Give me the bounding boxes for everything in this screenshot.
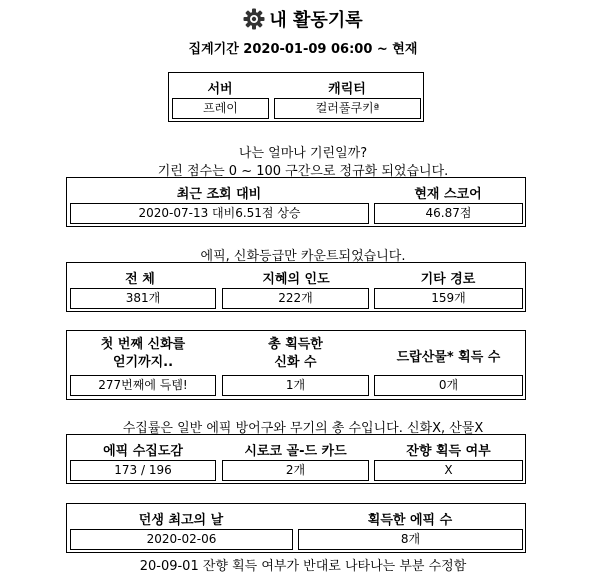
epic-count-value: 8개 (298, 529, 523, 550)
server-label: 서버 (207, 82, 233, 97)
card-label: 시로코 골-드 카드 (244, 444, 347, 459)
first-myth-value: 277번째에 득템! (70, 375, 216, 396)
total-myth-label (222, 336, 369, 372)
total-label: 전 체 (125, 272, 155, 287)
character-label: 캐릭터 (328, 82, 366, 97)
recent-label: 최근 조회 대비 (176, 187, 262, 202)
page-title (0, 6, 606, 32)
first-myth-label (70, 336, 216, 372)
total-myth-label-line1: 총 획득한 (268, 337, 323, 352)
other-value: 159개 (374, 288, 523, 309)
title-text: 내 활동기록 (269, 10, 363, 31)
server-value: 프레이 (172, 98, 269, 119)
normalize-note: 기린 점수는 0 ~ 100 구간으로 정규화 되었습니다. (157, 164, 449, 179)
character-value: 컬러풀쿠키ª (274, 98, 421, 119)
card-value: 2개 (222, 460, 369, 481)
epic-only-note: 에픽, 신화등급만 카운트되었습니다. (200, 249, 406, 264)
drop-value: 0개 (374, 375, 523, 396)
collection-note: 수집률은 일반 에픽 방어구와 무기의 총 수입니다. 신화X, 산물X (122, 421, 484, 436)
dex-label: 에픽 수집도감 (103, 444, 183, 459)
current-value: 46.87점 (374, 203, 523, 224)
first-myth-label-line1: 첫 번째 신화를 (100, 337, 186, 352)
wisdom-label: 지혜의 인도 (262, 272, 330, 287)
dex-value: 173 / 196 (70, 460, 216, 481)
gear-icon (243, 8, 265, 30)
total-myth-value: 1개 (222, 375, 369, 396)
question-note: 나는 얼마나 기린일까? (238, 146, 368, 161)
wisdom-value: 222개 (222, 288, 369, 309)
footer-note: 20-09-01 잔향 획득 여부가 반대로 나타나는 부분 수정함 (139, 559, 467, 574)
echo-value: X (374, 460, 523, 481)
period-text: 집계기간 2020-01-09 06:00 ~ 현재 (188, 42, 418, 57)
total-value: 381개 (70, 288, 216, 309)
echo-label: 잔향 획득 여부 (406, 444, 491, 459)
recent-value: 2020-07-13 대비6.51점 상승 (70, 203, 369, 224)
drop-label: 드랍산물* 획득 수 (396, 350, 501, 365)
total-myth-label-line2: 신화 수 (274, 355, 317, 370)
epic-count-label: 획득한 에픽 수 (367, 513, 453, 528)
best-day-label: 던생 최고의 날 (138, 513, 224, 528)
current-label: 현재 스코어 (414, 187, 482, 202)
best-day-value: 2020-02-06 (70, 529, 293, 550)
other-label: 기타 경로 (420, 272, 476, 287)
first-myth-label-line2: 얻기까지.. (112, 355, 174, 370)
